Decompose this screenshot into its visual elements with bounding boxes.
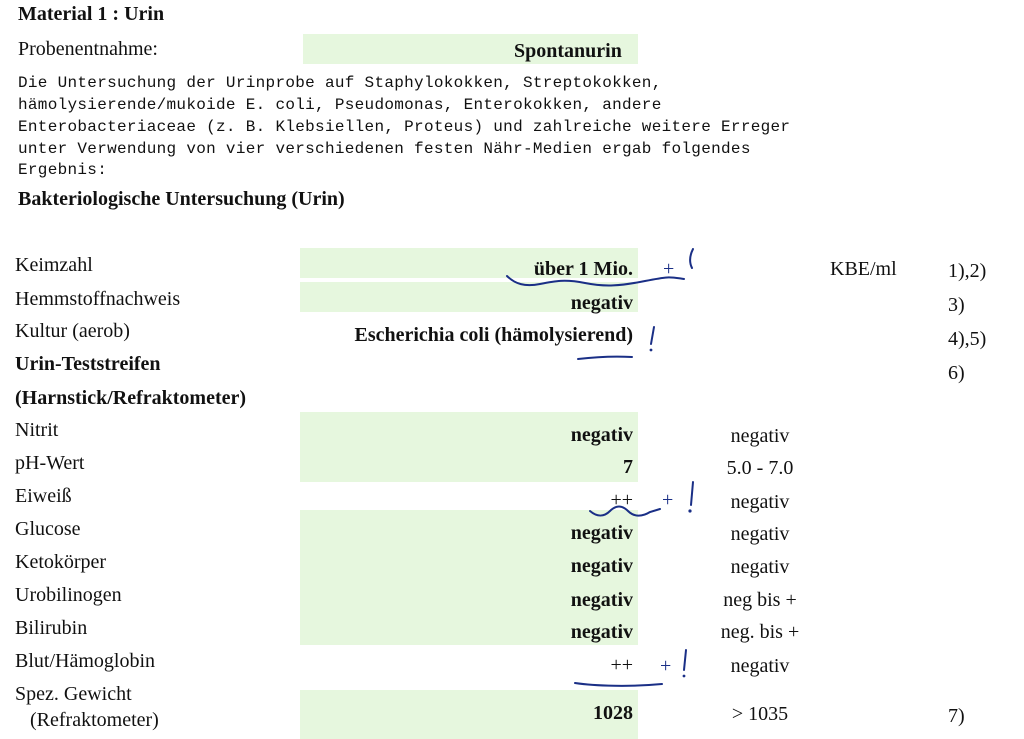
hemmstoff-note: 3) bbox=[948, 294, 965, 316]
glucose-label: Glucose bbox=[15, 518, 81, 540]
exclamation-kultur bbox=[651, 327, 654, 344]
urobilinogen-value: negativ bbox=[570, 589, 633, 611]
description-line-2: hämolysierende/mukoide E. coli, Pseudomonas, Enterokokken, andere bbox=[18, 96, 662, 114]
teststreifen-note: 6) bbox=[948, 362, 965, 384]
hemmstoff-value: negativ bbox=[570, 292, 633, 314]
keimzahl-label: Keimzahl bbox=[15, 254, 93, 276]
handwritten-plus-blut: + bbox=[660, 655, 672, 677]
description-line-4: unter Verwendung von vier verschiedenen festen Nähr-Medien ergab folgendes bbox=[18, 140, 751, 158]
nitrit-value: negativ bbox=[570, 424, 633, 446]
exclamation-blut bbox=[684, 650, 686, 670]
ph-ref: 5.0 - 7.0 bbox=[726, 457, 794, 479]
ketokoerper-label: Ketokörper bbox=[15, 551, 107, 573]
gewicht-label: Spez. Gewicht bbox=[15, 683, 132, 705]
eiweiss-label: Eiweiß bbox=[15, 485, 72, 507]
keimzahl-unit: KBE/ml bbox=[830, 258, 897, 280]
urobilinogen-label: Urobilinogen bbox=[15, 584, 122, 606]
exclamation-dot-blut bbox=[683, 675, 686, 678]
nitrit-label: Nitrit bbox=[15, 419, 59, 441]
gewicht-sublabel: (Refraktometer) bbox=[30, 709, 159, 731]
bacteriology-title: Bakteriologische Untersuchung (Urin) bbox=[18, 188, 345, 210]
blut-ref: negativ bbox=[730, 655, 790, 677]
ph-value: 7 bbox=[623, 456, 633, 478]
underline-blut bbox=[575, 683, 662, 686]
keimzahl-note: 1),2) bbox=[948, 260, 987, 282]
handwritten-plus-keimzahl: + bbox=[663, 258, 675, 280]
ketokoerper-value: negativ bbox=[570, 555, 633, 577]
blut-label: Blut/Hämoglobin bbox=[15, 650, 155, 672]
teststreifen-title: Urin-Teststreifen bbox=[15, 353, 161, 375]
glucose-ref: negativ bbox=[730, 523, 790, 545]
blut-value: ++ bbox=[610, 654, 633, 676]
kultur-note: 4),5) bbox=[948, 328, 987, 350]
glucose-value: negativ bbox=[570, 522, 633, 544]
nitrit-ref: negativ bbox=[730, 425, 790, 447]
bilirubin-label: Bilirubin bbox=[15, 617, 88, 639]
underline-kultur bbox=[578, 357, 632, 359]
exclamation-dot-kultur bbox=[650, 349, 653, 352]
gewicht-value: 1028 bbox=[593, 702, 633, 724]
kultur-value: Escherichia coli (hämolysierend) bbox=[354, 324, 633, 346]
bilirubin-value: negativ bbox=[570, 621, 633, 643]
urobilinogen-ref: neg bis + bbox=[723, 589, 797, 611]
hemmstoff-label: Hemmstoffnachweis bbox=[15, 288, 181, 310]
description-line-1: Die Untersuchung der Urinprobe auf Staphylokokken, Streptokokken, bbox=[18, 74, 662, 92]
ketokoerper-ref: negativ bbox=[730, 556, 790, 578]
ph-label: pH-Wert bbox=[15, 452, 85, 474]
bilirubin-ref: neg. bis + bbox=[720, 621, 800, 643]
gewicht-ref: > 1035 bbox=[731, 703, 789, 725]
exclamation-keimzahl bbox=[690, 249, 693, 268]
description-line-5: Ergebnis: bbox=[18, 161, 108, 179]
probe-label: Probenentnahme: bbox=[18, 38, 158, 60]
material-title: Material 1 : Urin bbox=[18, 3, 165, 25]
teststreifen-subtitle: (Harnstick/Refraktometer) bbox=[15, 387, 247, 409]
kultur-label: Kultur (aerob) bbox=[15, 320, 130, 342]
eiweiss-ref: negativ bbox=[730, 491, 790, 513]
gewicht-note: 7) bbox=[948, 705, 965, 727]
description-line-3: Enterobacteriaceae (z. B. Klebsiellen, Proteus) und zahlreiche weitere Erreger bbox=[18, 118, 791, 136]
eiweiss-value: ++ bbox=[610, 489, 633, 511]
keimzahl-value: über 1 Mio. bbox=[533, 258, 633, 280]
probe-value: Spontanurin bbox=[514, 40, 622, 62]
handwritten-plus-eiweiss: + bbox=[662, 489, 674, 511]
